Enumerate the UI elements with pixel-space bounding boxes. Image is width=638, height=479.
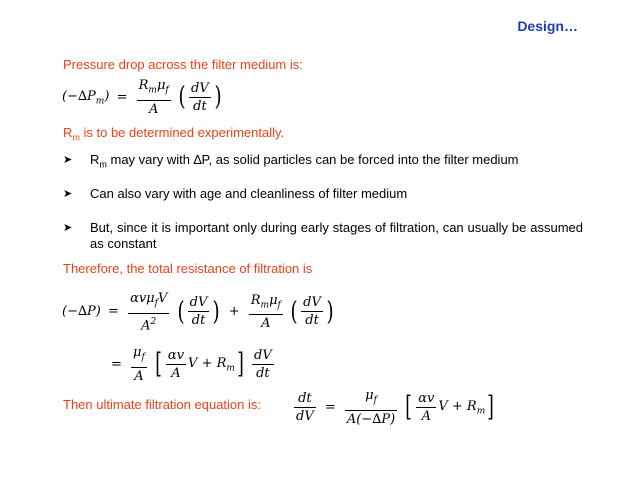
equation-medium-pressure-drop: $(-\Delta P_m)$ = $\frac{R_m\mu_f}{A}$ ( $\frac{dV}{dt}$ ) (62, 78, 222, 117)
pressure-drop-statement: Pressure drop across the filter medium is: (63, 57, 303, 72)
equation-ultimate-filtration: $\frac{dt}{dV}$ = $\frac{\mu_f}{A(-\Delta P)}$ [ $\frac{\alpha v}{A}$ $V + R_m$] (296, 388, 494, 427)
bullet-text-3: But, since it is important only during early stages of filtration, can usually be assumed as constant (90, 220, 583, 251)
bullet-item-2 (63, 186, 583, 202)
bullet-rm-subscript: m (99, 159, 107, 170)
bullet-rm-symbol: R (90, 152, 100, 167)
bullet-text-1 (90, 152, 583, 173)
equation-total-resistance-simplified: = $\frac{\mu_f}{A}$ [ $\frac{\alpha v}{A}$ $V + R_m$] $\frac{dV}{dt}$ (111, 345, 272, 384)
therefore-statement: Therefore, the total resistance of filtration is (63, 261, 313, 276)
bullet-text-2: Can also vary with age and cleanliness of filter medium (90, 186, 408, 201)
bullet-item-3 (63, 220, 583, 252)
equation-total-resistance: (−∆P) = $\frac{\alpha v\mu_fV}{A^2}$ ( $\frac{dV}{dt}$ ) + $\frac{R_m\mu_f}{A}$ ( $\frac{dV}{dt}$ ) (62, 291, 334, 333)
ultimate-equation-statement: Then ultimate filtration equation is: (63, 397, 261, 412)
rm-symbol: R (63, 125, 73, 140)
arrowhead-bullet-icon: ➤ (63, 188, 73, 200)
arrowhead-bullet-icon: ➤ (63, 154, 73, 166)
rm-statement-text: is to be determined experimentally. (79, 125, 285, 140)
arrowhead-bullet-icon: ➤ (63, 222, 73, 234)
bullet-item-1 (63, 152, 583, 173)
bullet-text-1-body: may vary with ∆P, as solid particles can be forced into the filter medium (106, 152, 519, 167)
rm-subscript: m (72, 132, 80, 143)
rm-statement (63, 125, 284, 143)
slide-heading: Design… (517, 18, 578, 34)
